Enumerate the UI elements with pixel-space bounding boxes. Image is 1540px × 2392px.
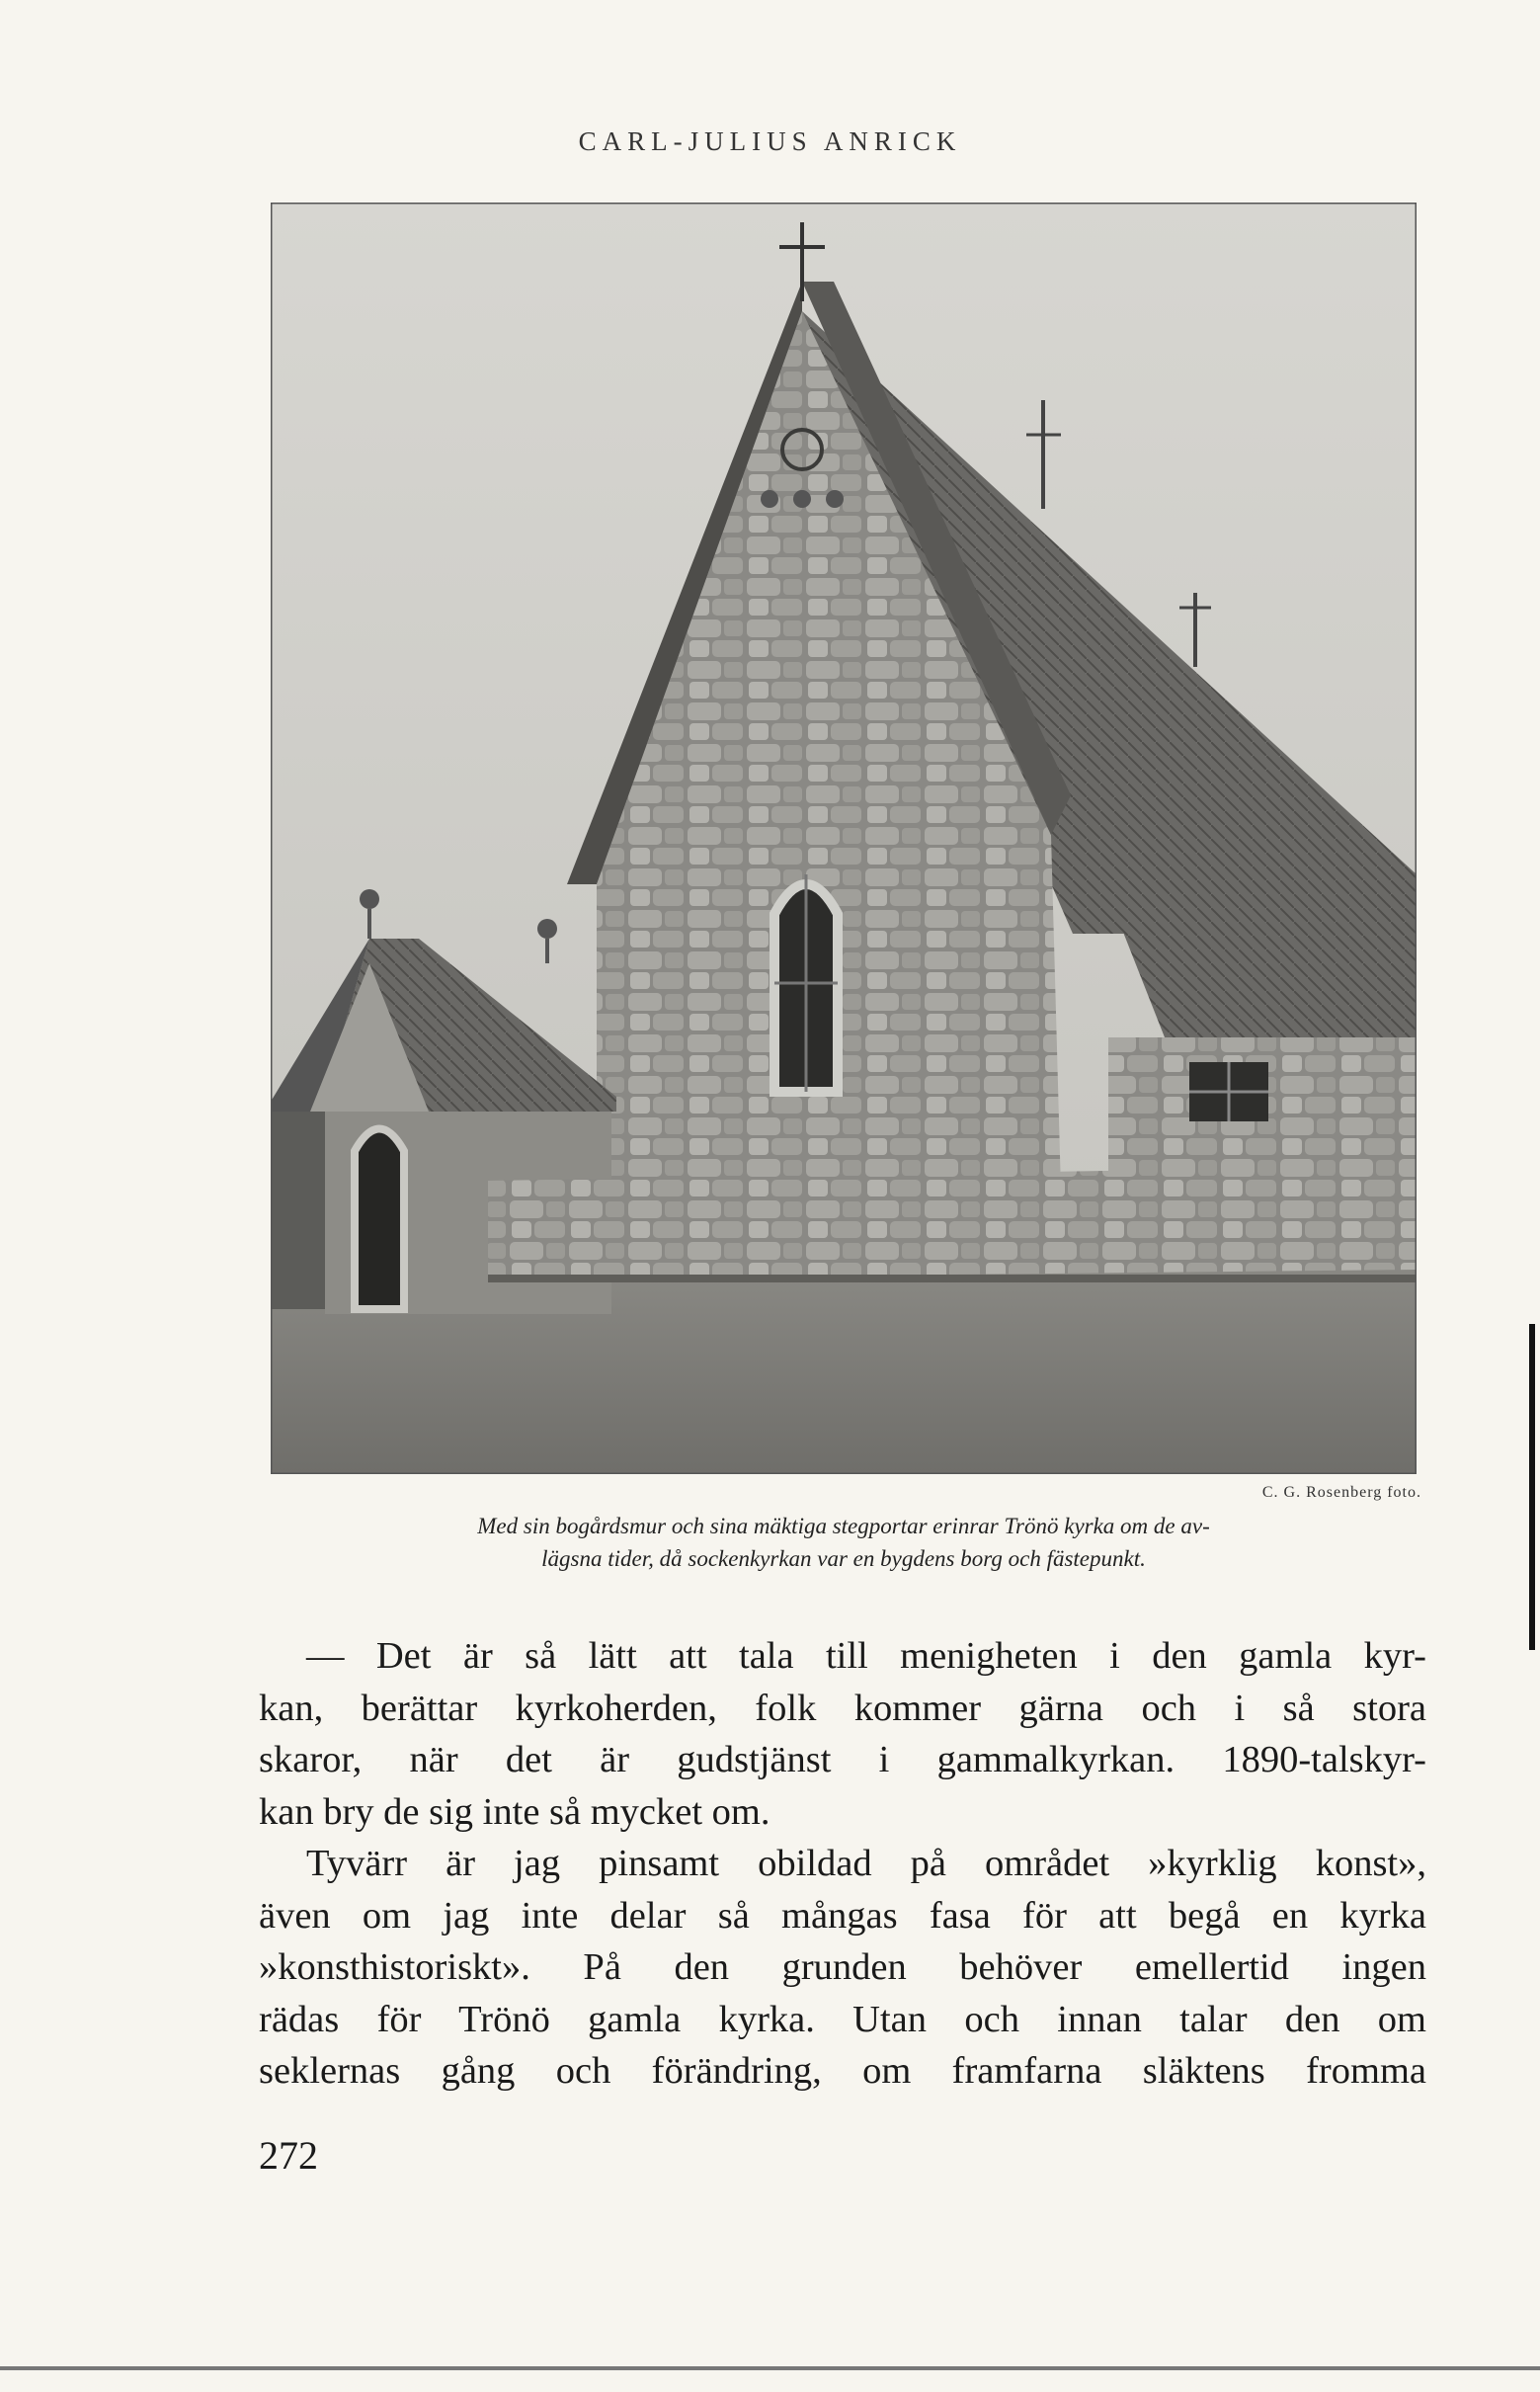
church-photo-illustration [271, 203, 1417, 1474]
text-line: seklernas gång och förändring, om framfarna släktens fromma [259, 2050, 1426, 2092]
running-head: CARL-JULIUS ANRICK [578, 126, 962, 156]
scan-edge-mark [0, 2366, 1540, 2370]
caption-line: lägsna tider, då sockenkyrkan var en bygdens borg och fästepunkt. [541, 1546, 1146, 1571]
text-line: — Det är så lätt att tala till menigheten i den gamla kyr- [306, 1635, 1426, 1677]
text-line: rädas för Trönö gamla kyrka. Utan och innan talar den om [259, 1998, 1426, 2040]
body-text [259, 1630, 1426, 2098]
text-line: skaror, när det är gudstjänst i gammalkyrkan. 1890-talskyr- [259, 1739, 1426, 1780]
text-line: »konsthistoriskt». På den grunden behöver emellertid ingen [259, 1946, 1426, 1988]
photo-credit: C. G. Rosenberg foto. [1261, 1484, 1421, 1501]
text-line: Tyvärr är jag pinsamt obildad på området »kyrklig konst», [306, 1843, 1426, 1884]
figure-caption [271, 1510, 1417, 1575]
church-photograph [271, 203, 1417, 1474]
text-line: kan bry de sig inte så mycket om. [259, 1790, 770, 1833]
page-number: 272 [259, 2133, 318, 2178]
caption-line: Med sin bogårdsmur och sina mäktiga stegportar erinrar Trönö kyrka om de av- [477, 1514, 1210, 1538]
scan-edge-mark [1529, 1324, 1535, 1650]
text-line: även om jag inte delar så mångas fasa för att begå en kyrka [259, 1894, 1426, 1937]
text-line: kan, berättar kyrkoherden, folk kommer gärna och i så stora [259, 1687, 1426, 1729]
